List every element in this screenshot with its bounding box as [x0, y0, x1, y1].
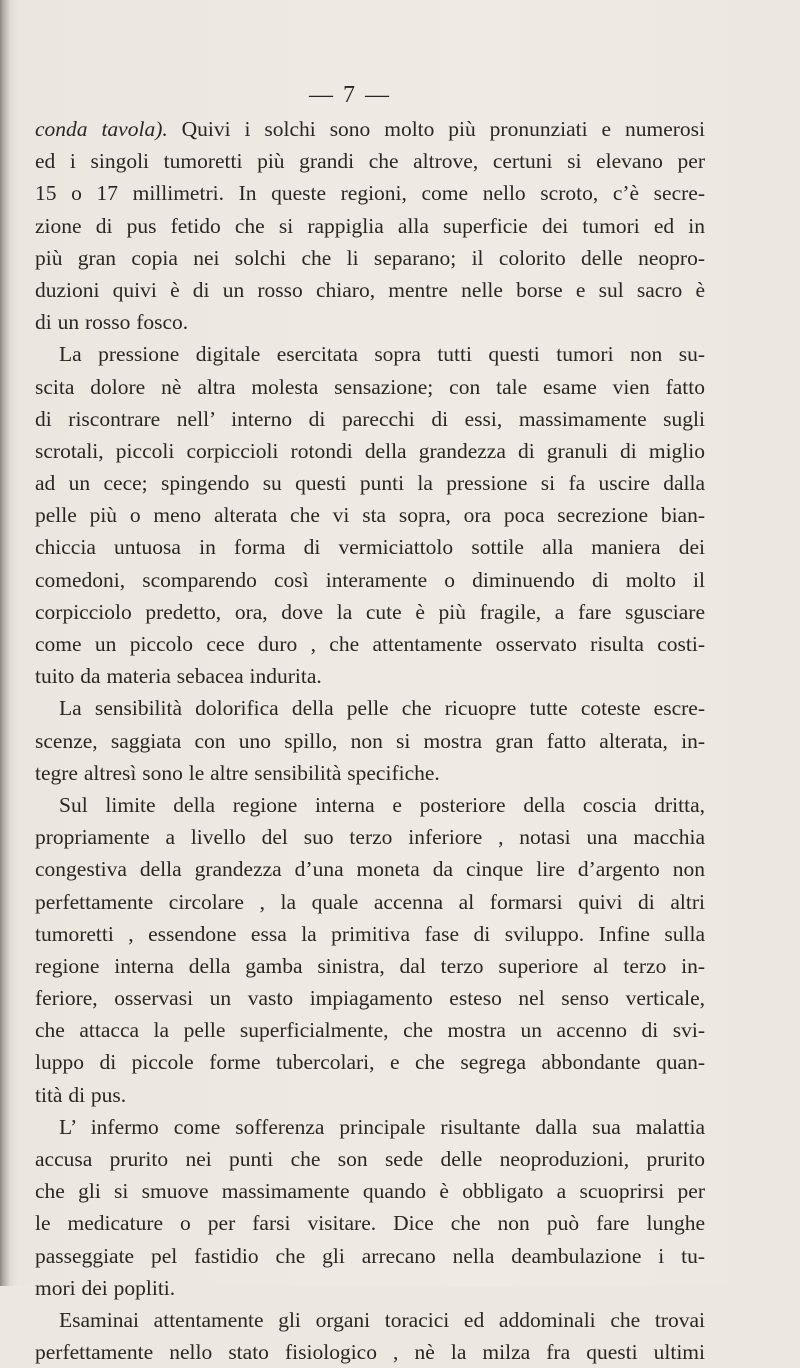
text-line: luppo di piccole forme tubercolari, e che segrega abbondante quan-	[35, 1050, 705, 1075]
text-line: che gli si smuove massimamente quando è obbligato a scuoprirsi per	[35, 1179, 705, 1204]
text-line: perfettamente nello stato fisiologico , nè la milza fra questi ultimi	[35, 1340, 705, 1365]
text-line: perfettamente circolare , la quale accenna al formarsi quivi di altri	[35, 889, 705, 914]
text-line: chiccia untuosa in forma di vermiciattolo sottile alla maniera dei	[35, 535, 705, 560]
paragraph-first-line: Esaminai attentamente gli organi toracici ed addominali che trovai	[59, 1307, 705, 1332]
text-line: feriore, osservasi un vasto impiagamento esteso nel senso verticale,	[35, 986, 705, 1011]
text-line: tuito da materia sebacea indurita.	[35, 664, 322, 689]
text-line: ed i singoli tumoretti più grandi che altrove, certuni si elevano per	[35, 149, 705, 174]
paragraph-first-line: La sensibilità dolorifica della pelle che ricuopre tutte coteste escre-	[59, 696, 705, 721]
paragraph-first-line: Sul limite della regione interna e posteriore della coscia dritta,	[59, 792, 705, 817]
text-line: di riscontrare nell’ interno di parecchi di essi, massimamente sugli	[35, 406, 705, 431]
text-line: tegre altresì sono le altre sensibilità specifiche.	[35, 760, 440, 785]
text-line: scrotali, piccoli corpiccioli rotondi della grandezza di granuli di miglio	[35, 438, 705, 463]
text-line: scita dolore nè altra molesta sensazione; con tale esame vien fatto	[35, 374, 705, 399]
text-line: più gran copia nei solchi che li separano; il colorito delle neopro-	[35, 245, 705, 270]
page-binding-shadow	[0, 0, 10, 1286]
text-line: regione interna della gamba sinistra, dal terzo superiore al terzo in-	[35, 953, 705, 978]
text-line: ad un cece; spingendo su questi punti la pressione si fa uscire dalla	[35, 471, 705, 496]
text-line: corpicciolo predetto, ora, dove la cute è più fragile, a fare sgusciare	[35, 599, 705, 624]
text-line: di un rosso fosco.	[35, 310, 189, 335]
text-fragment: Quivi i solchi sono molto più pronunziati e numerosi	[167, 117, 705, 141]
paragraph-first-line: La pressione digitale esercitata sopra tutti questi tumori non su-	[59, 342, 705, 367]
paragraph-first-line: L’ infermo come sofferenza principale risultante dalla sua malattia	[59, 1114, 705, 1139]
body-text	[35, 113, 705, 1368]
text-line: le medicature o per farsi visitare. Dice che non può fare lunghe	[35, 1211, 705, 1236]
text-italic-fragment: conda tavola).	[35, 117, 168, 141]
text-line: che attacca la pelle superficialmente, che mostra un accenno di svi-	[35, 1018, 705, 1043]
text-line	[35, 113, 705, 145]
text-line: accusa prurito nei punti che son sede delle neoproduzioni, prurito	[35, 1147, 705, 1171]
text-line: pelle più o meno alterata che vi sta sopra, ora poca secrezione bian-	[35, 503, 705, 528]
text-line: duzioni quivi è di un rosso chiaro, mentre nelle borse e sul sacro è	[35, 277, 705, 302]
text-line: zione di pus fetido che si rappiglia alla superficie dei tumori ed in	[35, 213, 705, 238]
text-line: comedoni, scomparendo così interamente o diminuendo di molto il	[35, 567, 705, 592]
text-line: scenze, saggiata con uno spillo, non si mostra gran fatto alterata, in-	[35, 728, 705, 753]
text-line: congestiva della grandezza d’una moneta da cinque lire d’argento non	[35, 857, 705, 882]
text-line: tità di pus.	[35, 1082, 127, 1107]
text-line: mori dei popliti.	[35, 1275, 176, 1300]
text-line: 15 o 17 millimetri. In queste regioni, come nello scroto, c’è secre-	[35, 181, 705, 206]
text-line: come un piccolo cece duro , che attentamente osservato risulta costi-	[35, 632, 705, 656]
text-line: passeggiate pel fastidio che gli arrecano nella deambulazione i tu-	[35, 1243, 705, 1268]
text-line: propriamente a livello del suo terzo inferiore , notasi una macchia	[35, 825, 705, 850]
text-line: tumoretti , essendone essa la primitiva fase di sviluppo. Infine sulla	[35, 921, 705, 946]
page-number: — 7 —	[309, 82, 391, 108]
